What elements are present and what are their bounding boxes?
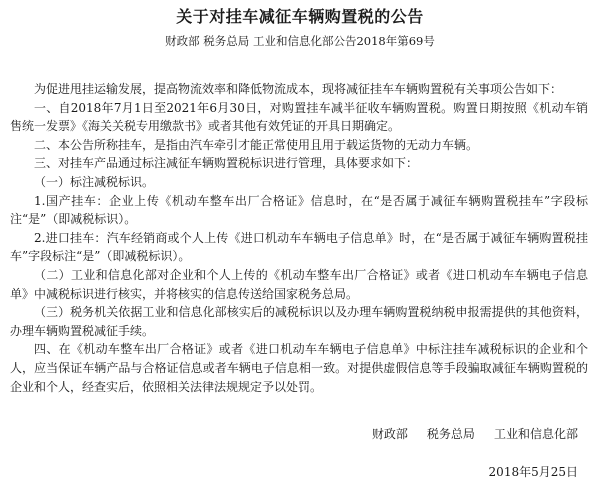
issue-date: 2018年5月25日 — [488, 465, 578, 479]
clause-3-sub-2: （二）工业和信息化部对企业和个人上传的《机动车整车出厂合格证》或者《进口机动车车辆电子信息单》中减税标识进行核实，并将核实的信息传送给国家税务总局。 — [10, 267, 588, 301]
clause-3: 三、对挂车产品通过标注减征车辆购置税标识进行管理，具体要求如下： — [34, 156, 419, 171]
signature-line: 财政部 税务总局 工业和信息化部 — [371, 427, 578, 441]
document-number: 财政部 税务总局 工业和信息化部公告2018年第69号 — [165, 34, 435, 48]
page-title: 关于对挂车减征车辆购置税的公告 — [176, 7, 424, 26]
clause-3-sub-1: （一）标注减税标识。 — [34, 174, 155, 189]
clause-2: 二、本公告所称挂车，是指由汽车牵引才能正常使用且用于载运货物的无动力车辆。 — [34, 137, 479, 152]
announcement-body — [10, 80, 588, 396]
intro-paragraph: 为促进甩挂运输发展，提高物流效率和降低物流成本，现将减征挂车车辆购置税有关事项公告如下： — [34, 82, 563, 96]
clause-3-sub-3: （三）税务机关依据工业和信息化部核实后的减税标识以及办理车辆购置税纳税申报需提供的其他资料，办理车辆购置税减征手续。 — [10, 305, 588, 338]
clause-4: 四、在《机动车整车出厂合格证》或者《进口机动车车辆电子信息单》中标注挂车减税标识的企业和个人，应当保证车辆产品与合格证信息或者车辆电子信息相一致。对提供虚假信息等手段骗取减征车辆购置税的企业和个人，经查实后，依照相关法律法规规定予以处罚。 — [10, 342, 588, 394]
clause-1: 一、自2018年7月1日至2021年6月30日，对购置挂车减半征收车辆购置税。购置日期按照《机动车销售统一发票》《海关关税专用缴款书》或者其他有效凭证的开具日期确定。 — [10, 100, 588, 134]
clause-3-sub-1-item-1: 1.国产挂车：企业上传《机动车整车出厂合格证》信息时，在“是否属于减征车辆购置税挂车”字段标注“是”（即减税标识）。 — [10, 193, 588, 227]
clause-3-sub-1-item-2: 2.进口挂车：汽车经销商或个人上传《进口机动车车辆电子信息单》时，在“是否属于减征车辆购置税挂车”字段标注“是”（即减税标识）。 — [10, 230, 588, 264]
